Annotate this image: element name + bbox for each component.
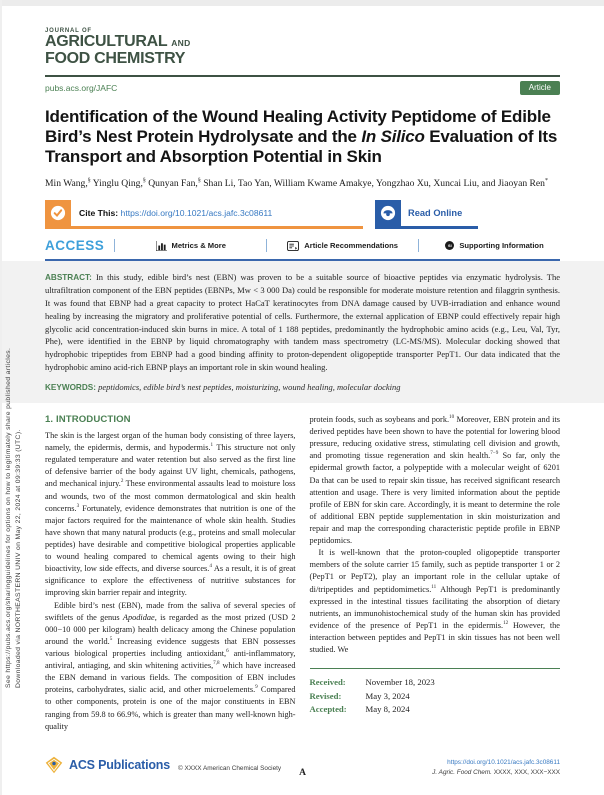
article-type-badge: Article — [520, 81, 560, 95]
recommendations-icon — [287, 241, 299, 251]
journal-site-link[interactable]: pubs.acs.org/JAFC — [45, 82, 118, 93]
received-row — [310, 676, 561, 689]
cite-this-text — [79, 208, 272, 218]
footer-doi-link[interactable]: https://doi.org/10.1021/acs.jafc.3c08611 — [447, 759, 560, 766]
acs-publications-label: ACS Publications — [69, 758, 170, 772]
authors-line: Min Wang,§ Yinglu Qing,§ Qunyan Fan,§ Shan Li, Tao Yan, William Kwame Amakye, Yongzhao Xu, Xuncai Liu, and Jiaoyan Ren* — [45, 177, 548, 189]
acs-diamond-icon — [45, 756, 63, 774]
acs-publications-logo[interactable] — [45, 756, 170, 774]
page-footer — [45, 754, 560, 786]
journal-name-and: AND — [171, 38, 191, 48]
sidebar-note-outer: See https://pubs.acs.org/sharingguidelines for options on how to legitimately share published articles. — [5, 347, 12, 688]
masthead-rule — [45, 75, 560, 78]
journal-citation — [432, 769, 560, 776]
read-online-icon — [375, 200, 401, 226]
article-recommendations-link[interactable] — [277, 241, 408, 251]
recommendations-label: Article Recommendations — [304, 241, 398, 251]
separator — [418, 239, 419, 252]
journal-name-line1 — [45, 34, 560, 51]
abstract-paragraph — [45, 271, 560, 374]
journal-name-line2: FOOD CHEMISTRY — [45, 49, 186, 67]
separator — [114, 239, 115, 252]
access-bar — [45, 238, 560, 261]
abstract-label: ABSTRACT: — [45, 273, 92, 283]
intro-paragraph-2: Edible bird’s nest (EBN), made from the saliva of several species of swiftlets of the genus Apodidae, is regarded as the most prized (USD 2 000−10 000 per kilogram) health delicacy among the Chinese population around the world.$^5$ Increasing evidence suggests that EBN possesses various biological properties including antioxidant,$^6$ anti-inflammatory, antiviral, antiaging, and skin whitening activities,$^{7,8}$ which have increased the EBN demand in various fields. The composition of EBN includes proteins, carbohydrates, sialic acid, and other microelements.$^9$ Compared to other components, protein is one of the major constituents in EBN ranging from 59.8 to 66.9%, which is greater than many well-known high-quality — [45, 600, 296, 731]
journal-masthead — [45, 28, 560, 68]
accepted-row — [310, 703, 561, 716]
si-icon: sı — [445, 241, 454, 250]
accepted-value: May 8, 2024 — [365, 704, 410, 715]
cite-check-icon — [45, 200, 71, 226]
sidebar-note-inner: Downloaded via NORTHEASTERN UNIV on May 22, 2024 at 09:39:33 (UTC). — [14, 429, 22, 688]
right-column — [310, 414, 561, 760]
page-letter: A — [299, 768, 306, 778]
abstract-text: In this study, edible bird’s nest (EBN) was proven to be a suitable source of bioactive peptides via enzymatic hydrolysis. The ultrafiltration component of the EBN peptides (EBNPs, Mw < 3 000 Da) could be responsible for moderate moisture retention and filaggrin synthesis. It was found that EBNP had a great capacity to protect HaCaT keratinocytes from DNA damage caused by UVB-irradiation and enhance wound healing by increasing the migratory and proliferative potential of cells. Furthermore, the external application of EBNP could effectively repair high glycolic acid concentration-induced skin burns in mice. A total of 1 188 peptides, predominantly the hydrophobic amino acids (e.g., Leu, Val, Tyr, Phe), were identified in the EBNP by liquid chromatography with tandem mass spectrometry (LC-MS/MS). Molecular docking showed that hydrophobic tripeptides from EBNP had a good binding affinity to proton-dependent oligopeptide transporter PepT1. Our data indicated that the hydrophobic amino acid-rich EBNP plays an important role in skin wound healing. — [45, 272, 560, 372]
cite-this-label: Cite This: — [79, 208, 119, 219]
paper-title: Identification of the Wound Healing Activity Peptidome of Edible Bird’s Nest Protein Hydrolysate and the In Silico Evaluation of Its Transport and Absorption Potential in Skin — [45, 106, 558, 167]
doi-link[interactable]: https://doi.org/10.1021/acs.jafc.3c08611 — [120, 208, 273, 219]
journal-name-main: AGRICULTURAL — [45, 33, 168, 50]
received-label: Received: — [309, 677, 346, 688]
read-online-button[interactable] — [375, 200, 478, 229]
abstract-section — [0, 261, 604, 403]
metrics-label: Metrics & More — [171, 241, 226, 251]
bar-chart-icon — [156, 241, 167, 251]
copyright-text: © XXXX American Chemical Society — [178, 765, 282, 772]
supporting-information-link[interactable] — [429, 241, 560, 250]
library-download-note — [4, 348, 23, 688]
intro-paragraph-1: The skin is the largest organ of the human body consisting of three layers, namely, the epidermis, dermis, and hypodermis.$^1$ This structure not only regulated temperature and water retention but also served as the first line of defensive barrier of the body against UV light, chemicals, pathogens, and mechanical injury.$^2$ These environmental assaults lead to moisture loss and wounds, two of the most common dermatological and skin health concerns.$^3$ Fortunately, evidence demonstrates that nutrition is one of the major factors required for the maintenance of whole skin health. Studies have shown that many natural products (e.g., proteins and small molecular peptides) have desirable and competitive biological properties applicable to wound healing compared to chemical agents owing to their high bioactivity, low side effects, and diverse sources.$^4$ As a result, it is of great significance to explore the effectiveness of nutritive substances for improving skin barrier repair and integrity. — [45, 431, 296, 598]
revised-value: May 3, 2024 — [365, 690, 410, 701]
citation-pages: XXXX, XXX, XXX−XXX — [491, 769, 560, 777]
read-online-label: Read Online — [408, 208, 463, 219]
left-column — [45, 414, 296, 760]
keywords-label: KEYWORDS: — [45, 382, 96, 392]
separator — [266, 239, 267, 252]
cite-this-bar[interactable] — [45, 200, 363, 229]
article-body — [45, 414, 560, 760]
revised-label: Revised: — [309, 690, 342, 701]
keywords-text: peptidomics, edible bird’s nest peptides, moisturizing, wound healing, molecular docking — [98, 381, 401, 392]
revised-row — [310, 690, 561, 703]
citation-journal-name: J. Agric. Food Chem. — [432, 769, 492, 777]
section-heading-introduction: 1. INTRODUCTION — [45, 414, 131, 426]
article-dates-box — [310, 668, 561, 716]
intro-paragraph-4: It is well-known that the proton-coupled oligopeptide transporter members of the solute carrier 15 family, such as peptide transporter 1 or 2 (PepT1 or PepT2), play an important role in the cellular uptake of di/tripeptides and peptidomimetics.$^{11}$ Although PepT1 is predominantly expressed in the intestinal tissues facilitating the absorption of dietary nutrients, an immunohistochemical study of the human skin has provided evidence of the presence of PepT1 in the epidermis.$^{12}$ However, the interaction between peptides and PepT1 in skin tissues has not been well studied. We — [309, 548, 560, 655]
received-value: November 18, 2023 — [365, 677, 435, 688]
citation-block — [432, 758, 560, 779]
access-link[interactable]: ACCESS — [45, 238, 105, 254]
journal-of-label: JOURNAL OF — [45, 28, 92, 34]
metrics-and-more-link[interactable] — [125, 241, 256, 251]
supporting-label: Supporting Information — [459, 241, 544, 251]
keywords-line — [45, 381, 560, 394]
accepted-label: Accepted: — [309, 704, 347, 715]
intro-paragraph-3: protein foods, such as soybeans and pork.$^{10}$ Moreover, EBN protein and its derived peptides have been shown to have the potential for lowering blood pressure, reducing oxidative stress, stimulating cell division and growth, and promoting tissue regeneration and skin health.$^{7-9}$ So far, only the epidermal growth factor, a polypeptide with a molecular weight of 6201 Da that can be used to repair skin tissue, has received significant research attention and usage. There is very limited information about the peptide profile of EBN for skin care. Accordingly, it is meant to determine the role of additional EBN peptide supplementation in skin moisturization and repair and map the corresponding characteristic peptide profile in EBNP peptidomics. — [309, 414, 560, 546]
